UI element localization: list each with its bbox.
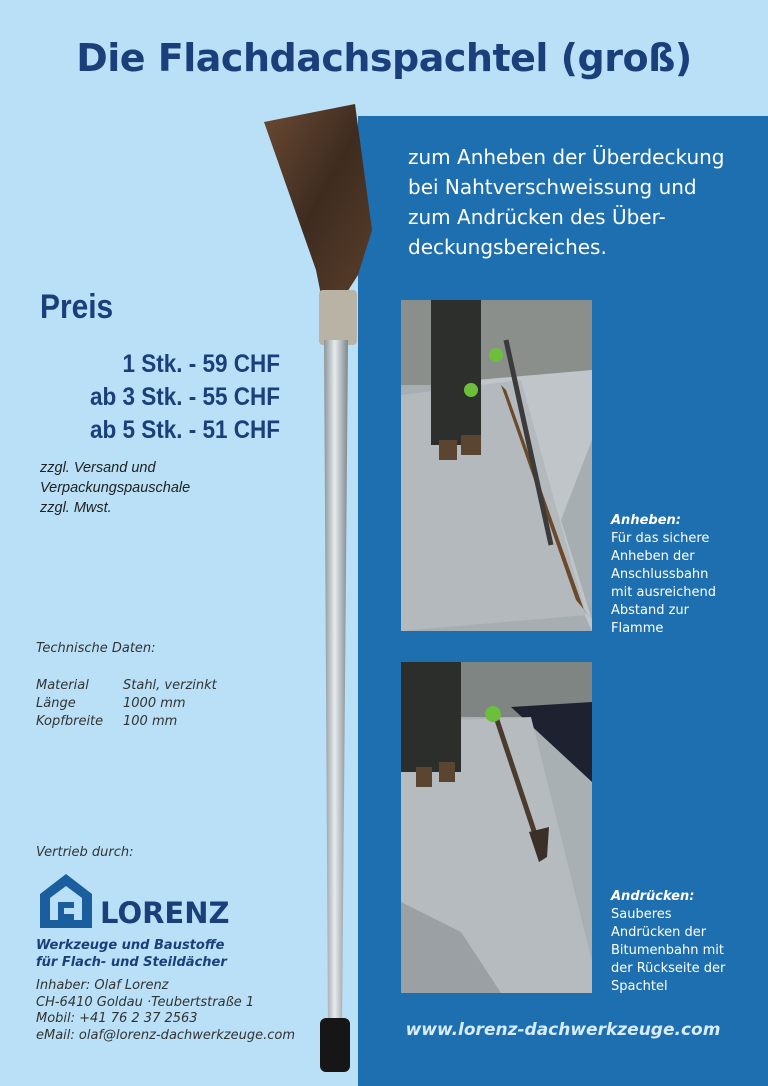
contact-email[interactable]: eMail: olaf@lorenz-dachwerkzeuge.com xyxy=(36,1027,296,1043)
table-row xyxy=(36,678,217,696)
brand-tagline: Werkzeuge und Baustoffe für Flach- und Steildächer xyxy=(36,938,227,970)
brand-name: LORENZ xyxy=(100,896,230,930)
caption-pressing xyxy=(611,888,761,996)
spec-value: 100 mm xyxy=(123,714,178,729)
photo-lifting xyxy=(401,300,592,631)
spec-value: 1000 mm xyxy=(123,696,186,711)
contact-address: CH-6410 Goldau ·Teubertstraße 1 xyxy=(36,994,255,1010)
technical-heading: Technische Daten: xyxy=(36,641,156,656)
technical-table xyxy=(36,678,217,732)
table-row xyxy=(36,696,217,714)
price-note: zzgl. Versand und Verpackungspauschale zzgl. Mwst. xyxy=(40,460,191,516)
website-link[interactable]: www.lorenz-dachwerkzeuge.com xyxy=(405,1020,721,1040)
spec-label: Kopfbreite xyxy=(36,714,104,729)
lorenz-logo-icon xyxy=(36,872,96,930)
contact-phone[interactable]: Mobil: +41 76 2 37 2563 xyxy=(36,1011,198,1026)
price-list xyxy=(40,348,280,447)
caption-heading: Anheben: xyxy=(611,513,681,528)
spatula-image xyxy=(250,100,390,1080)
spec-value: Stahl, verzinkt xyxy=(123,678,217,693)
photo-pressing xyxy=(401,662,592,993)
spec-label: Länge xyxy=(36,696,76,711)
spec-label: Material xyxy=(36,678,89,693)
caption-body: Sauberes Andrücken der Bitumenbahn mit der Rückseite der Spachtel xyxy=(611,907,726,994)
caption-lifting xyxy=(611,512,761,638)
distribution-heading: Vertrieb durch: xyxy=(36,845,134,860)
price-tier: ab 5 Stk. - 51 CHF xyxy=(89,416,280,444)
caption-body: Für das sichere Anheben der Anschlussbahn mit ausreichend Abstand zur Flamme xyxy=(611,531,717,636)
price-tier: ab 3 Stk. - 55 CHF xyxy=(89,383,280,411)
price-tier: 1 Stk. - 59 CHF xyxy=(122,350,280,378)
caption-heading: Andrücken: xyxy=(611,889,695,904)
contact-owner: Inhaber: Olaf Lorenz xyxy=(36,978,169,993)
contact-block xyxy=(36,978,295,1044)
page-title: Die Flachdachspachtel (groß) xyxy=(76,36,692,80)
price-heading: Preis xyxy=(40,288,114,326)
table-row xyxy=(36,714,217,732)
intro-text: zum Anheben der Überdeckung bei Nahtverschweissung und zum Andrücken des Über- deckungsbereiches. xyxy=(408,145,725,259)
